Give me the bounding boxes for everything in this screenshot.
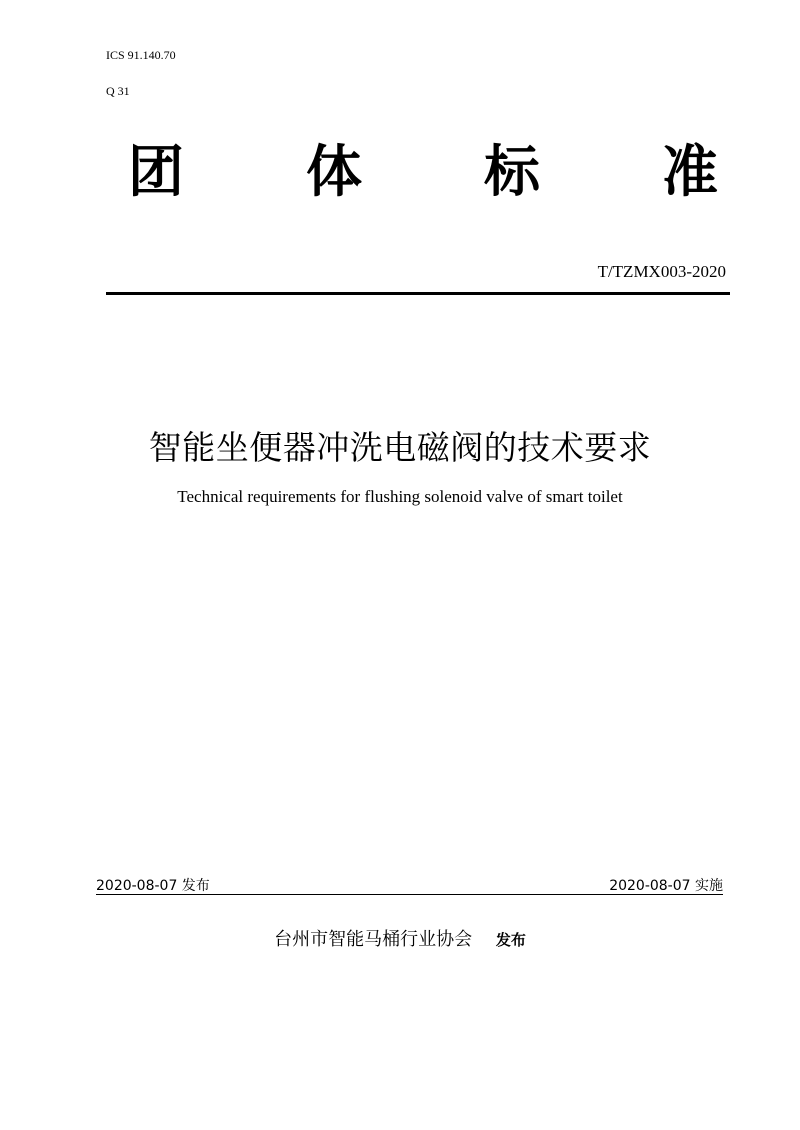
ics-code: ICS 91.140.70: [106, 48, 176, 62]
implement-date: 2020-08-07 实施: [609, 878, 723, 894]
title-chinese: 智能坐便器冲洗电磁阀的技术要求: [148, 428, 652, 467]
standard-number: T/TZMX003-2020: [597, 262, 726, 281]
publisher-suffix: 发布: [495, 931, 526, 949]
ccs-code: Q 31: [106, 84, 130, 98]
top-divider: [106, 292, 730, 295]
standard-type-char-1: 团: [128, 140, 184, 205]
bottom-divider: [96, 894, 723, 895]
date-row: [96, 876, 723, 896]
standard-type-char-4: 准: [662, 140, 718, 205]
standard-type-char-3: 标: [484, 140, 540, 205]
publisher-line: [0, 926, 800, 954]
standard-type-heading: [128, 138, 718, 208]
publish-date: 2020-08-07 发布: [96, 878, 210, 894]
standard-type-char-2: 体: [306, 140, 362, 205]
title-english: Technical requirements for flushing solenoid valve of smart toilet: [177, 487, 623, 506]
publisher-organization: 台州市智能马桶行业协会: [274, 929, 473, 950]
